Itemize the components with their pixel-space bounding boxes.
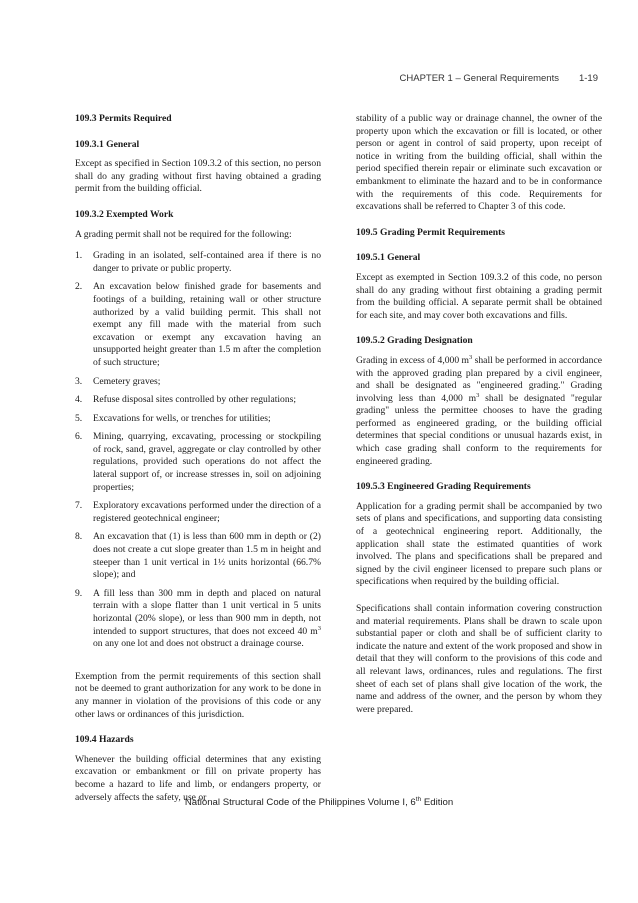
page-header — [400, 73, 598, 84]
list-item: 9. A fill less than 300 mm in depth and placed on natural terrain with a slope flatter than 1 unit vertical in 5 units horizontal (20% slope), or less than 900 mm in depth, not intended to support structures, that does not exceed 40 $m^3$ on any one lot and does not obstruct a drainage course. — [75, 587, 321, 650]
list-item: 4. Refuse disposal sites controlled by other regulations; — [75, 394, 297, 406]
section-109-4-text: Whenever the building official determines that any existing excavation or embankment or fill on private property has become a hazard to life and limb, or endangers property, or adversely affects the safety, use or — [75, 753, 321, 803]
right-column — [356, 113, 602, 725]
list-item: 6. Mining, quarrying, excavating, processing or stockpiling of rock, sand, gravel, aggregate or clay controlled by other regulations, provided such operations do not affect the lateral support of, or increase stresses in, soil on adjoining properties; — [75, 431, 321, 493]
list-item: 1. Grading in an isolated, self-contained area if there is no danger to private or public property. — [75, 250, 321, 274]
list-item: 2. An excavation below finished grade for basements and footings of a building, retaining wall or other structure authorized by a valid building permit. This shall not exempt any fill made with the material from such excavation or exempt any excavation having an unsupported height greater than 1.5 m after the completion of such structure; — [75, 281, 321, 368]
section-109-5-2-heading: 109.5.2 Grading Designation — [356, 335, 473, 347]
section-109-5-2-text: Grading in excess of 4,000 $m^3$ shall be performed in accordance with the approved grading plan prepared by a civil engineer, and shall be designated as "engineered grading." Grading involving less than 4,000 $m^3$ shall be designated "regular grading" unless the permittee chooses to have the grading performed as engineered grading, or the building official determines that special conditions or unusual hazards exist, in which case grading shall conform to the requirements for engineered grading. — [356, 353, 602, 467]
section-109-4-heading: 109.4 Hazards — [75, 734, 134, 746]
hazards-continuation: stability of a public way or drainage channel, the owner of the property upon which the excavation or fill is located, or other person or agent in control of said property, upon receipt of notice in writing from the building official, shall within the period specified therein repair or eliminate such excavation or embankment to eliminate the hazard and to be in conformance with the requirements of this code. Requirements for excavations shall be referred to Chapter 3 of this code. — [356, 113, 602, 213]
section-109-5-3-text-2: Specifications shall contain information covering construction and material requirements. Plans shall be drawn to scale upon substantial paper or cloth and shall be of sufficient clarity to indicate the nature and extent of the work proposed and show in detail that they will conform to the provisions of this code and all relevant laws, ordinances, rules and regulations. The first sheet of each set of plans shall give location of the work, the name and address of the owner, and the person by whom they were prepared. — [356, 603, 602, 715]
list-item: 8. An excavation that (1) is less than 600 mm in depth or (2) does not create a cut slope greater than 1.5 m in height and steeper than 1 unit vertical in 1½ units horizontal (66.7% slope); and — [75, 531, 321, 581]
section-109-3-heading: 109.3 Permits Required — [75, 113, 172, 124]
section-109-5-3-heading: 109.5.3 Engineered Grading Requirements — [356, 481, 531, 493]
chapter-title: CHAPTER 1 – General Requirements — [399, 73, 559, 84]
list-item: 3. Cemetery graves; — [75, 375, 161, 387]
section-109-3-2-intro: A grading permit shall not be required for the following: — [75, 228, 292, 240]
section-109-5-1-heading: 109.5.1 General — [356, 252, 421, 264]
section-109-5-3-text-1: Application for a grading permit shall be accompanied by two sets of plans and specifications, and supporting data consisting of a geotechnical engineering report. Additionally, the application shall state the estimated quantities of work involved. The plans and specifications shall be prepared and signed by the civil engineer licensed to prepare such plans or specifications when required by the building official. — [356, 500, 602, 588]
section-109-5-1-text: Except as exempted in Section 109.3.2 of this code, no person shall do any grading without first obtaining a grading permit from the building official. A separate permit shall be obtained for each site, and may cover both excavations and fills. — [356, 271, 602, 321]
exempted-work-list — [75, 250, 321, 651]
section-109-3-1-heading: 109.3.1 General — [75, 138, 140, 150]
exemption-paragraph: Exemption from the permit requirements of this section shall not be deemed to grant authorization for any work to be done in any manner in violation of the provisions of this code or any other laws or ordinances of this jurisdiction. — [75, 670, 321, 720]
section-109-3-2-heading: 109.3.2 Exempted Work — [75, 208, 174, 220]
section-109-5-heading: 109.5 Grading Permit Requirements — [356, 226, 506, 238]
section-109-3-1-text: Except as specified in Section 109.3.2 of this section, no person shall do any grading without first having obtained a grading permit from the building official. — [75, 158, 321, 195]
list-item: 5. Excavations for wells, or trenches for utilities; — [75, 412, 271, 424]
list-item: 7. Exploratory excavations performed under the direction of a registered geotechnical engineer; — [75, 500, 321, 524]
page-number: 1-19 — [578, 73, 598, 84]
left-column — [75, 113, 321, 813]
page-footer: National Structural Code of the Philippines Volume I, 6th Edition — [184, 795, 454, 808]
